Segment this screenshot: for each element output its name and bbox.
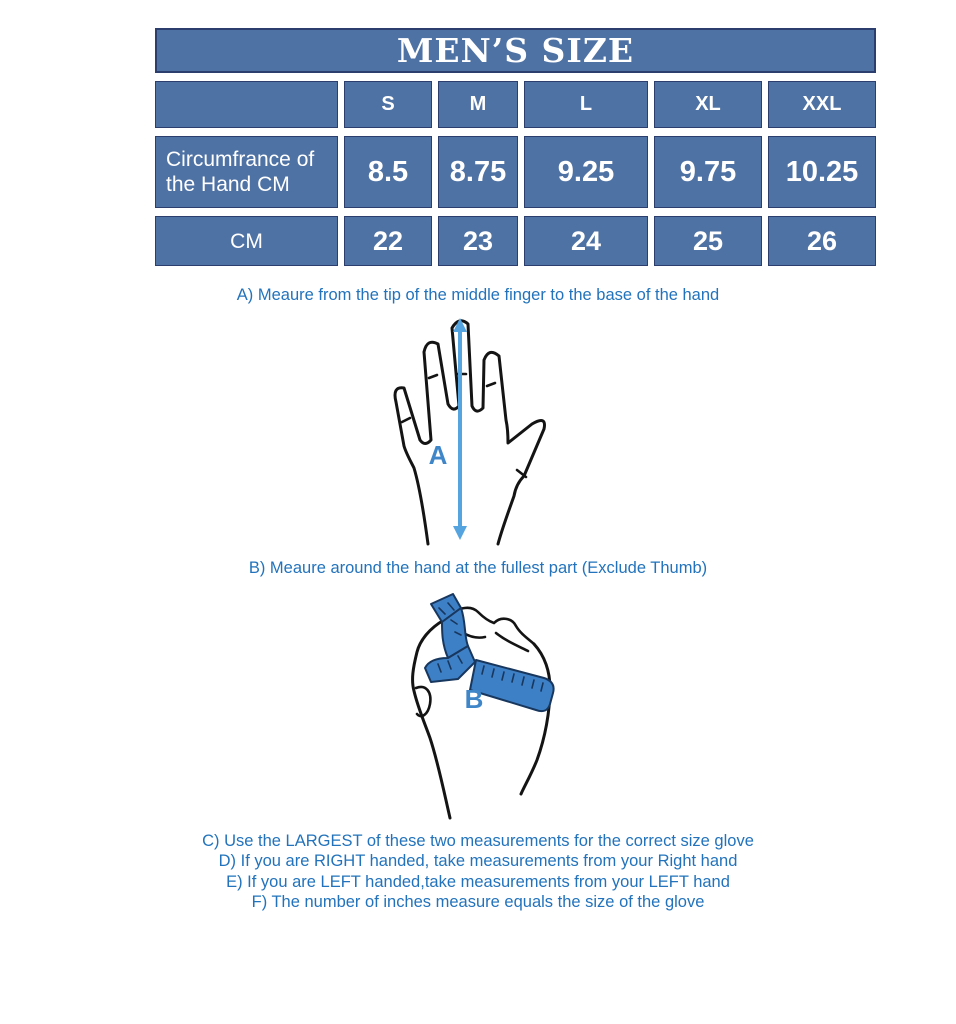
hand-measure-a-illustration <box>380 312 560 556</box>
instruction-b: B) Meaure around the hand at the fullest part (Exclude Thumb) <box>248 559 708 577</box>
diagram-label-a: A <box>428 440 448 470</box>
circumference-value-xl: 9.75 <box>654 136 762 208</box>
circumference-row-label: Circumfrance of the Hand CM <box>155 136 338 208</box>
instruction-f: F) The number of inches measure equals the size of the glove <box>251 893 705 911</box>
cm-row-label: CM <box>155 216 338 266</box>
circumference-value-l: 9.25 <box>524 136 648 208</box>
cm-value-xl: 25 <box>654 216 762 266</box>
cm-value-xxl: 26 <box>768 216 876 266</box>
size-header-s: S <box>344 81 432 128</box>
instruction-a: A) Meaure from the tip of the middle finger to the base of the hand <box>236 286 720 304</box>
fist-measure-b-illustration <box>398 588 568 832</box>
size-header-empty <box>155 81 338 128</box>
size-header-xl: XL <box>654 81 762 128</box>
fist-right-edge <box>521 644 550 794</box>
circumference-value-s: 8.5 <box>344 136 432 208</box>
size-header-l: L <box>524 81 648 128</box>
cm-value-m: 23 <box>438 216 518 266</box>
instruction-d: D) If you are RIGHT handed, take measurements from your Right hand <box>218 852 738 870</box>
size-header-m: M <box>438 81 518 128</box>
instruction-c: C) Use the LARGEST of these two measurements for the correct size glove <box>202 832 754 850</box>
size-header-xxl: XXL <box>768 81 876 128</box>
mens-size-table <box>155 28 876 266</box>
circumference-value-xxl: 10.25 <box>768 136 876 208</box>
cm-value-s: 22 <box>344 216 432 266</box>
instruction-e: E) If you are LEFT handed,take measurements from your LEFT hand <box>226 873 730 891</box>
cm-value-l: 24 <box>524 216 648 266</box>
table-title: MEN’S SIZE <box>155 28 876 73</box>
open-palm-icon <box>395 321 545 544</box>
circumference-value-m: 8.75 <box>438 136 518 208</box>
diagram-label-b: B <box>464 684 484 714</box>
